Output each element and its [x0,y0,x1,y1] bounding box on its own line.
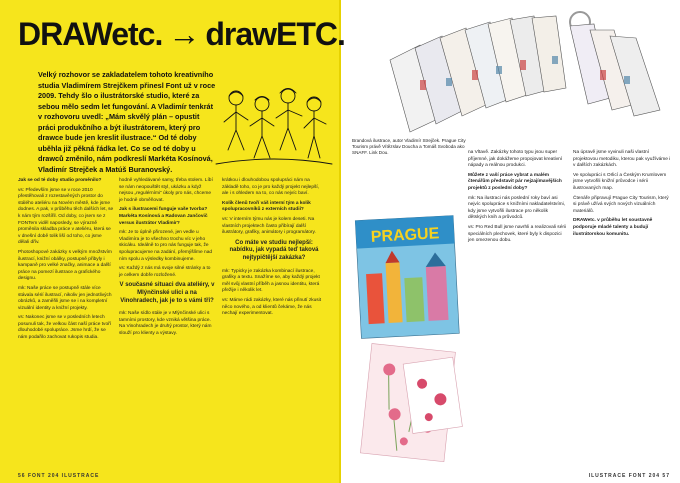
answer: Photoshopové zakázky s velkým množstvím ilustrací, knižní obálky, postupně přibyly i kampaně pro velké značky, animace a další práce na pomezí ilustrace a grafického designu. [18,249,112,282]
article-title [18,16,345,53]
answer: mk: Naše sídlo stále je v Mlýnčinské ulici s tamními prostory, kde vzniká většina práce. Na Vinohradech je druhý prostor, který nám slouží pro klienty a výstavy. [119,311,212,336]
book-covers-illustration [352,212,466,470]
answer: krátkou i dlouhodobou spolupráci nám na základě toho, co je pro každý projekt nejlepší, ale i s ohledem na to, co nás nejvíc baví. [222,178,320,197]
keyring-tags-illustration [380,0,662,135]
body-column-1 [18,178,114,345]
footer-right: ILUSTRACE FONT 204 57 [588,473,670,479]
answer: vs: Především jsme se v roce 2010 přestěhovali z rozestavěných prostor do stálého ateliéru na Novém městě, kde jsme dodnes. A pak, v průběhu těch dalších let, se k nám tým rozšířil. Od doby, co jsem se z FONTem viděl naposledy, se výrazně proměnila skladba práce v ateliéru, která se v dnešní době tolik liší od toho, co jsme dělali dřív. [18,187,114,246]
right-column-2 [573,150,673,241]
title-arrow: → [168,16,200,52]
answer: mk: Je to úplně přirozené, jen vedle u Vladimíra je to všechno trochu víc v jeho skicáku. Ideálně to pro nás funguje tak, že spolupracujeme na zadání, přemýšlíme nad ním spolu a výsledky kombinujeme. [119,230,213,262]
question: DRAWetc. v průběhu let soustavně podporuje mladé talenty a budují ilustrátorskou komunitu. [573,218,653,237]
team-doodle-illustration [214,78,334,170]
gutter [339,0,341,483]
answer: vs: Pro Red Bull jsme navrhli a realizovali sérii speciálních plechovek, které byly k dispozici jen omezenou dobu. [468,224,567,244]
title-left: DRAWetc. [18,16,163,52]
question: Můžete z vaší práce vybrat a malém čtenářům představit pár nejzajímavějších projektů z poslední doby? [468,172,562,191]
pull-quote: Co máte ve studiu nejlepší: nabídku, jak vypadá teď taková nejtypičtější zakázka? [229,239,319,261]
answer: mk: Naše práce se postupně stále více stávala sérií ilustrací, nikoliv jen jednotlivých obrázků, a zaměřili jsme se i na kompletní vizuální identity a knižní projekty. [18,285,112,311]
question: Kolik členů tvoří váš interní tým a kolik spolupracovníků z externích studií? [222,200,311,213]
lead-paragraph: Velký rozhovor se zakladatelem tohoto kreativního studia Vladimírem Strejčkem přinesl Font už v roce 2009. Tehdy šlo o ilustrátorské studio, které za sebou mělo sedm let fungování. A Vladimír tenkrát v rozhovoru uvedl: „Mám skvělý plán – opustit práci produkčního a být ilustrátorem, který pro drawce bude jen kreslit ilustrace.“ Od té doby uběhla již pěkná řádka let. Co se od té doby u drawců změnilo, nám podkreslí Markéta Kosínová, Vladimír Strejček a Matúš Buranovský. [38,70,216,174]
body-column-3 [222,178,326,321]
pull-quote: V současné situaci dva ateliéry, v Mlýnčinské ulici a na Vinohradech, jak je to s vámi tři? [119,282,215,304]
answer: mk: Typicky je zakázka kombinací ilustrace, grafiky a textu. Snažíme se, aby každý projekt měl svůj vlastní příběh a jasnou identitu, která přežije i několik let. [222,268,320,294]
answer: na Vltavě. Zakázky tohoto typu jsou super příjemné, jak dokážeme propojovat kreativní nápady a reálnou produkci. [468,150,563,169]
answer: Ve spolupráci s Orlicí a Českým Krumlovem jsme vytvořili knižní průvodce i sérii ilustrovaných map. [573,172,667,191]
answer: vs: Máme rádi zakázky, které nás přinutí zkusit něco nového, a od klientů čekáme, že nás nechají experimentovat. [222,297,322,317]
prague-book-title: PRAGUE [370,225,440,246]
answer: hodně vyhledávané samy, třeba stolem. Líbí se nám neopouštět styl, ukázku a když nejsou „regulérními“ úkoly pro nás, chceme je hodně obměňovat. [119,178,213,203]
answer: vs: Nakonec jsme se v posledních letech posunuli tak, že velkou část naší práce tvoří dlouhodobé spolupráce. Jsme hrdí, že se nám podařilo zachovat rukopis studia. [18,315,112,341]
question: Jak s ilustracemi funguje vaše tvorba? Markéta Kosínová a Radovan Jančovič versus ilustrátor Vladimír? [119,207,208,226]
answer: mk: Na ilustraci nás poslední roky baví asi nejvíc spolupráce s knižními nakladatelstvími, kdy jsme vytvořili ilustrace pro několik dětských knih a průvodců. [468,195,566,221]
image-caption: Brandová ilustrace, autor Vladimír Strejček. Prague City Tourism právě Vítězslav Doucha a Tomáš Svoboda ako SNAFF. Link Dou. [352,138,466,156]
answer: Na úpravě jsme vyvinuli naši vlastní projektovou metodiku, kterou pak využíváme i v dalších zakázkách. [573,150,671,169]
answer: vs: V interním týmu nás je kolem deseti. Na vlastních projektech často přibírají další ilustrátory, grafiky, animátory i programátory. [222,216,316,236]
title-right: drawETC. [205,16,345,52]
answer: vs: Každý z nás má svoje silné stránky a to je celkem dobře rozložené. [119,266,211,278]
footer-left: 56 FONT 204 ILUSTRACE [18,473,100,479]
right-column-1 [468,150,568,248]
body-column-2 [119,178,215,340]
question: Jak se od té doby studio proměnilo? [18,178,102,183]
answer: Čtenáře připravují Prague City Tourism, který si právě užívá svých nových vizuálních materiálů. [573,195,669,214]
